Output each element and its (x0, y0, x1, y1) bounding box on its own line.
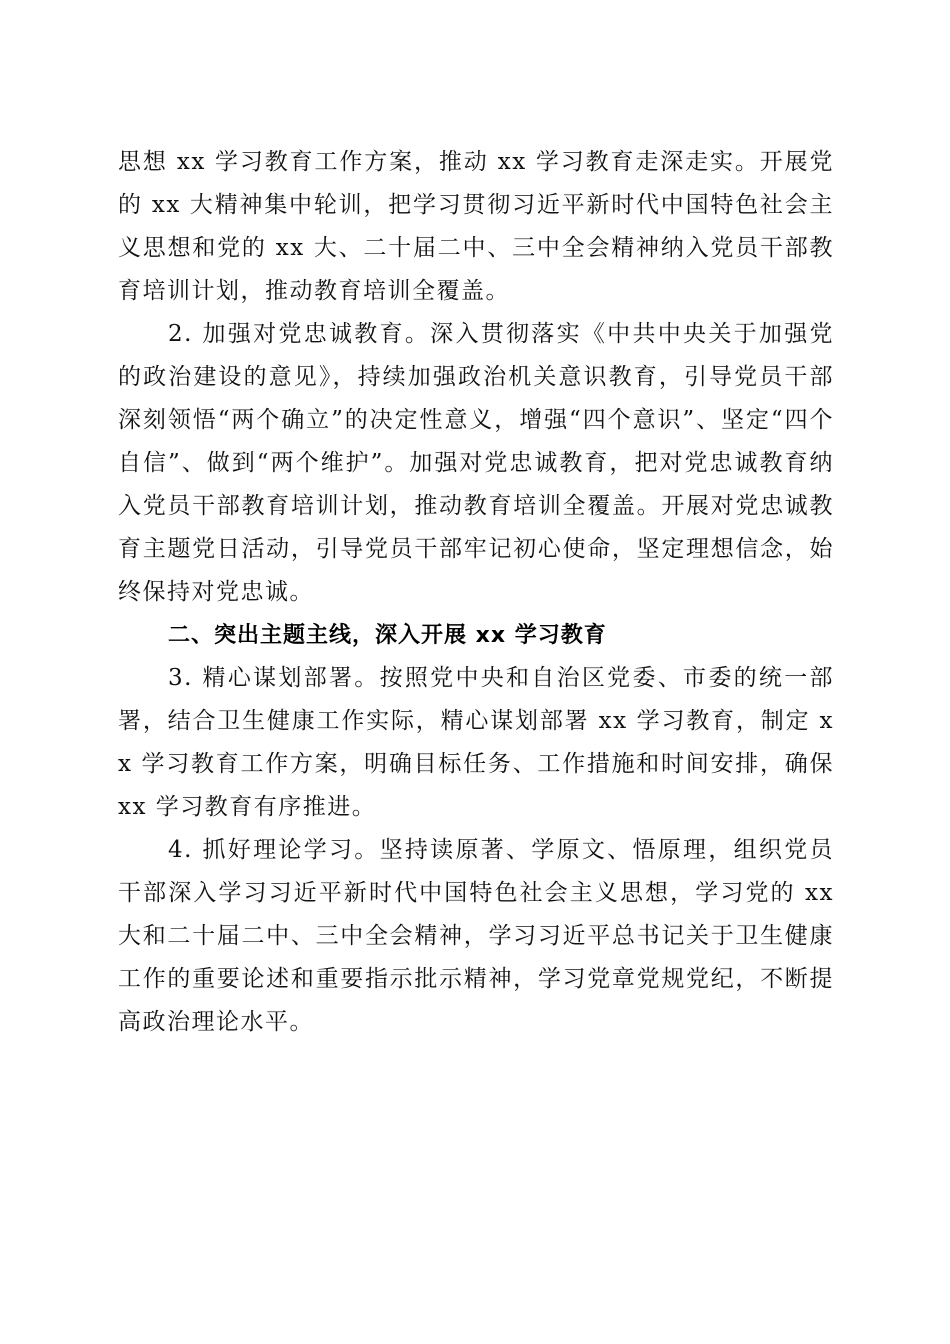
paragraph-planning-deployment: 3. 精心谋划部署。按照党中央和自治区党委、市委的统一部署，结合卫生健康工作实际，精心谋划部署 xx 学习教育，制定 xx 学习教育工作方案，明确目标任务、工作措施和时间安排，确保 xx 学习教育有序推进。 (118, 665, 834, 820)
document-body (118, 141, 834, 1044)
paragraph-loyalty-education: 2. 加强对党忠诚教育。深入贯彻落实《中共中央关于加强党的政治建设的意见》，持续加强政治机关意识教育，引导党员干部深刻领悟“两个确立”的决定性意义，增强“四个意识”、坚定“四个自信”、做到“两个维护”。加强对党忠诚教育，把对党忠诚教育纳入党员干部教育培训计划，推动教育培训全覆盖。开展对党忠诚教育主题党日活动，引导党员干部牢记初心使命，坚定理想信念，始终保持对党忠诚。 (118, 321, 834, 605)
section-heading-theme: 二、突出主题主线，深入开展 xx 学习教育 (168, 623, 607, 648)
paragraph-theory-study: 4. 抓好理论学习。坚持读原著、学原文、悟原理，组织党员干部深入学习习近平新时代中国特色社会主义思想，学习党的 xx 大和二十届二中、三中全会精神，学习习近平总书记关于卫生健康工作的重要论述和重要指示批示精神，学习党章党规党纪，不断提高政治理论水平。 (118, 837, 834, 1035)
paragraph-training-plan: 思想 xx 学习教育工作方案，推动 xx 学习教育走深走实。开展党的 xx 大精神集中轮训，把学习贯彻习近平新时代中国特色社会主义思想和党的 xx 大、二十届二中、三中全会精神纳入党员干部教育培训计划，推动教育培训全覆盖。 (118, 149, 834, 304)
